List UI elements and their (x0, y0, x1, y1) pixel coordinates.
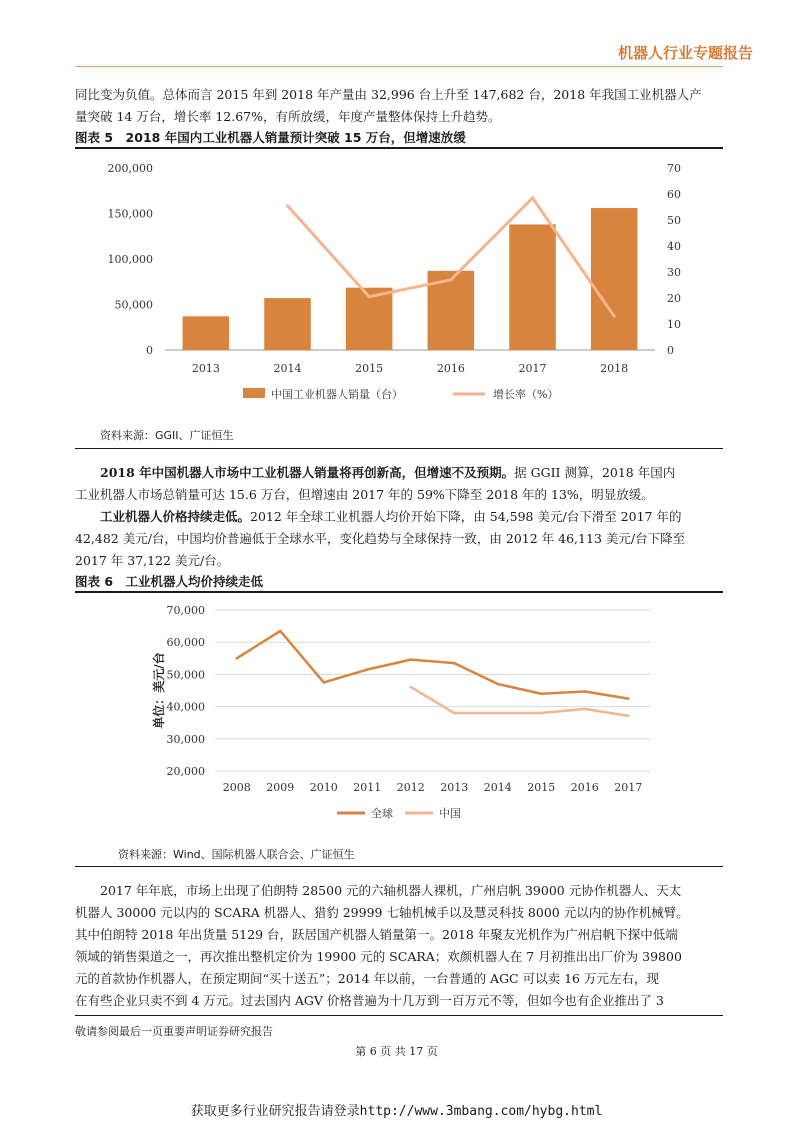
section1-line-2: 工业机器人市场总销量可达 15.6 万台，但增速由 2017 年的 59%下降至 2018 年的 13%，明显放缓。 (75, 487, 654, 502)
figure5-chart (75, 150, 723, 420)
body-line-3: 其中伯朗特 2018 年出货量 5129 台，跃居国产机器人销量第一。2018 年聚友光机作为广州启帆下探中低端 (75, 927, 678, 942)
left-axis-tick-label: 50,000 (114, 298, 153, 312)
body-line-2: 机器人 30000 元以内的 SCARA 机器人、猎豹 29999 七轴机械手以及慧灵科技 8000 元以内的协作机械臂。 (75, 905, 689, 920)
right-axis-tick-label: 50 (667, 214, 681, 227)
sales-bar (591, 208, 638, 350)
x-axis-tick-label: 2009 (266, 781, 295, 794)
y-axis-tick-label: 70,000 (166, 604, 205, 617)
right-axis-tick-label: 60 (667, 188, 681, 201)
growth-rate-point (368, 295, 371, 298)
global-price-line-point (453, 662, 456, 665)
growth-rate-point (449, 278, 452, 281)
sales-bar (509, 224, 556, 350)
x-axis-tick-label: 2013 (440, 781, 469, 794)
figure6-top-rule (75, 591, 723, 593)
figure5-top-rule (75, 147, 723, 149)
body-line-6: 在有些企业只卖不到 4 万元。过去国内 AGV 价格普遍为十几万到一百万元不等，但如今也有企业推出了 3 (75, 993, 664, 1008)
global-price-line-point (366, 668, 369, 671)
y-axis-tick-label: 30,000 (166, 732, 205, 746)
page-number: 第 6 页 共 17 页 (355, 1045, 438, 1058)
left-axis-tick-label: 200,000 (107, 162, 153, 175)
footer-divider (75, 1015, 723, 1016)
china-price-line (411, 687, 629, 716)
global-price-line-point (496, 683, 499, 686)
section2-line-3: 2017 年 37,122 美元/台。 (75, 553, 230, 568)
left-axis-tick-label: 0 (146, 344, 153, 357)
china-price-line-point (453, 712, 456, 715)
x-axis-tick-label: 2015 (355, 362, 384, 375)
header-divider (75, 66, 723, 67)
legend-bar-swatch (243, 388, 265, 398)
global-price-line-point (279, 630, 282, 633)
intro-line-2: 量突破 14 万台，增长率 12.67%，有所放缓，年度产量整体保持上升趋势。 (75, 109, 501, 124)
y-axis-tick-label: 20,000 (166, 765, 205, 778)
figure6-bottom-rule (75, 866, 723, 867)
section1-line-1 (75, 462, 723, 484)
x-axis-tick-label: 2016 (436, 362, 465, 375)
figure6-source: 资料来源：Wind、国际机器人联合会、广证恒生 (118, 848, 355, 861)
x-axis-tick-label: 2011 (353, 781, 382, 794)
left-axis-tick-label: 100,000 (107, 253, 153, 266)
y-axis-label: 单位：美元/台 (152, 652, 166, 729)
x-axis-tick-label: 2017 (614, 781, 643, 794)
legend-global-label: 全球 (371, 807, 393, 820)
y-axis-tick-label: 50,000 (166, 668, 205, 682)
sales-bar (183, 316, 230, 350)
growth-rate-point (613, 315, 616, 318)
section2-bold: 工业机器人价格持续走低。 (100, 509, 251, 524)
figure6-chart (75, 594, 723, 834)
x-axis-tick-label: 2012 (396, 781, 425, 794)
right-axis-tick-label: 40 (667, 240, 681, 253)
section1-bold: 2018 年中国机器人市场中工业机器人销量将再创新高，但增速不及预期。 (100, 465, 515, 480)
legend-china-label: 中国 (439, 807, 461, 820)
global-price-line (237, 631, 629, 699)
figure6-title: 图表 6 工业机器人均价持续走低 (75, 574, 264, 589)
right-axis-tick-label: 70 (667, 162, 681, 175)
global-price-line-point (583, 690, 586, 693)
global-price-line-point (627, 697, 630, 700)
body-line-1: 2017 年年底，市场上出现了伯朗特 28500 元的六轴机器人裸机，广州启帆 39000 元协作机器人、天太 (100, 883, 682, 898)
figure5-source: 资料来源：GGII、广证恒生 (100, 429, 234, 442)
x-axis-tick-label: 2010 (309, 781, 338, 794)
legend-line-label: 增长率（%） (493, 388, 559, 401)
section2-line-1 (75, 506, 723, 528)
right-axis-tick-label: 0 (667, 344, 674, 357)
china-price-line-point (540, 712, 543, 715)
y-axis-tick-label: 40,000 (166, 700, 205, 714)
x-axis-tick-label: 2016 (570, 781, 599, 794)
sales-bar (264, 298, 311, 350)
global-price-line-point (235, 657, 238, 660)
global-price-line-point (409, 658, 412, 661)
growth-rate-point (531, 196, 534, 199)
china-price-line-point (496, 712, 499, 715)
x-axis-tick-label: 2008 (222, 781, 251, 794)
global-price-line-point (322, 681, 325, 684)
body-line-4: 领域的销售渠道之一，再次推出整机定价为 19900 元的 SCARA；欢颜机器人在 7 月初推出出厂价为 39800 (75, 949, 682, 964)
footer-disclaimer: 敬请参阅最后一页重要声明证券研究报告 (75, 1025, 273, 1038)
y-axis-tick-label: 60,000 (166, 636, 205, 650)
x-axis-tick-label: 2013 (191, 362, 220, 375)
growth-rate-point (286, 204, 289, 207)
x-axis-tick-label: 2014 (273, 362, 302, 375)
more-reports-link[interactable]: 获取更多行业研究报告请登录http://www.3mbang.com/hybg.html (190, 1104, 603, 1119)
section1-rest: 据 GGII 测算，2018 年国内 (514, 465, 676, 480)
figure5-title: 图表 5 2018 年国内工业机器人销量预计突破 15 万台，但增速放缓 (75, 130, 466, 145)
right-axis-tick-label: 30 (667, 266, 681, 279)
section2-rest: 2012 年全球工业机器人均价开始下降，由 54,598 美元/台下滑至 2017 年的 (250, 509, 682, 524)
intro-line-1: 同比变为负值。总体而言 2015 年到 2018 年产量由 32,996 台上升至 147,682 台，2018 年我国工业机器人产 (75, 87, 702, 102)
section2-line-2: 42,482 美元/台，中国均价普遍低于全球水平，变化趋势与全球保持一致，由 2012 年 46,113 美元/台下降至 (75, 531, 686, 546)
right-axis-tick-label: 10 (667, 318, 681, 331)
figure5-bottom-rule (75, 448, 723, 449)
right-axis-tick-label: 20 (667, 292, 681, 305)
china-price-line-point (627, 715, 630, 718)
left-axis-tick-label: 150,000 (107, 207, 153, 221)
global-price-line-point (540, 692, 543, 695)
x-axis-tick-label: 2015 (527, 781, 556, 794)
report-brand-title: 机器人行业专题报告 (617, 44, 753, 62)
china-price-line-point (409, 686, 412, 689)
x-axis-tick-label: 2017 (518, 362, 547, 375)
x-axis-tick-label: 2014 (483, 781, 512, 794)
body-line-5: 元的首款协作机器人，在预定期间“买十送五”；2014 年以前，一台普通的 AGC 可以卖 16 万元左右，现 (75, 971, 659, 986)
x-axis-tick-label: 2018 (600, 362, 629, 375)
china-price-line-point (583, 708, 586, 711)
legend-bar-label: 中国工业机器人销量（台） (271, 388, 403, 401)
